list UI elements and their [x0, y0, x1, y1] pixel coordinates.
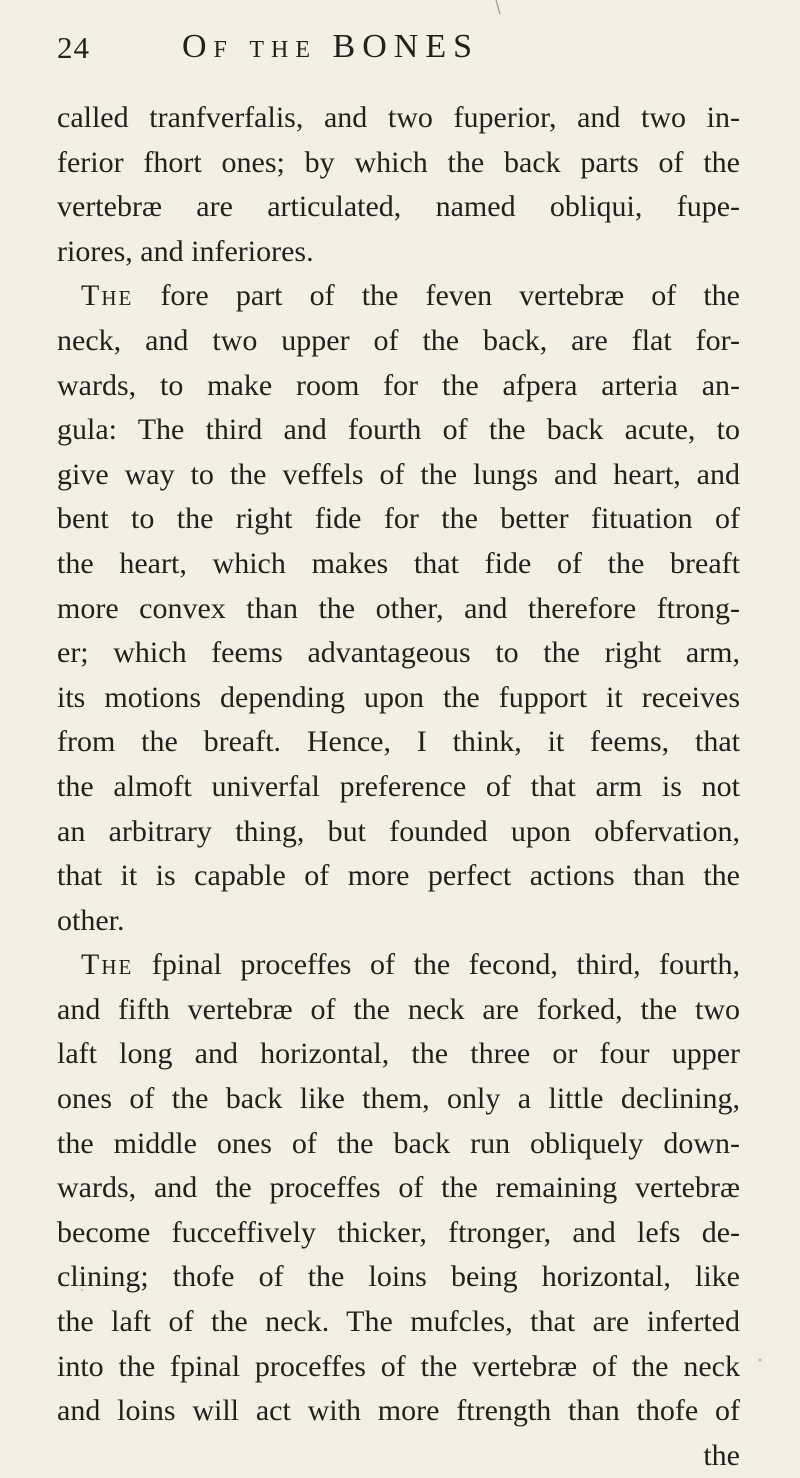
text-line: other. — [57, 903, 125, 937]
running-title: Of the BONES — [182, 28, 480, 65]
text-line: neck, and two upper of the back, are flat for- — [57, 323, 740, 357]
text-line: into the fpinal proceffes of the vertebræ of the neck — [57, 1349, 740, 1383]
text-line: er; which feems advantageous to the right arm, — [57, 636, 740, 670]
text-line: give way to the veffels of the lungs and heart, and — [57, 457, 740, 491]
text-line: fpinal proceffes of the fecond, third, fourth, — [133, 948, 740, 982]
text-line: the middle ones of the back run obliquely down- — [57, 1126, 740, 1160]
text-line: more convex than the other, and therefore ftrong- — [57, 591, 740, 625]
text-line: riores, and inferiores. — [57, 234, 314, 268]
text-line: the heart, which makes that fide of the breaft — [57, 546, 740, 580]
text-line: and fifth vertebræ of the neck are forked, the two — [57, 992, 740, 1026]
text-line: the almoft univerfal preference of that arm is not — [57, 769, 740, 803]
text-line: wards, to make room for the afpera arteria an- — [57, 368, 740, 402]
text-line: an arbitrary thing, but founded upon obfervation, — [57, 814, 740, 848]
text-line: ferior fhort ones; by which the back parts of the — [57, 145, 740, 179]
body-text — [57, 96, 740, 1478]
paragraph-lead-word: The — [81, 279, 134, 313]
text-line: fore part of the feven vertebræ of the — [133, 279, 740, 313]
text-line: its motions depending upon the fupport it receives — [57, 680, 740, 714]
text-line: become fucceffively thicker, ftronger, and lefs de- — [57, 1215, 740, 1249]
text-line: vertebræ are articulated, named obliqui, fupe- — [57, 190, 740, 224]
page-number: 24 — [57, 30, 90, 65]
text-line: the laft of the neck. The mufcles, that are inferted — [57, 1305, 740, 1339]
paragraph-first-line — [57, 943, 740, 988]
text-line: laft long and horizontal, the three or four upper — [57, 1037, 740, 1071]
text-line: bent to the right fide for the better fituation of — [57, 502, 740, 536]
text-line: called tranfverfalis, and two fuperior, and two in- — [57, 101, 740, 134]
page-header — [57, 28, 740, 84]
text-line: and loins will act with more ftrength than thofe of — [57, 1394, 740, 1428]
catchword: the — [703, 1438, 740, 1472]
paragraph-first-line — [57, 274, 740, 319]
text-line: ones of the back like them, only a little declining, — [57, 1082, 740, 1116]
text-line: that it is capable of more perfect actions than the — [57, 859, 740, 893]
paragraph-lead-word: The — [81, 948, 134, 982]
text-line: wards, and the proceffes of the remaining vertebræ — [57, 1171, 740, 1205]
text-line: from the breaft. Hence, I think, it feems, that — [57, 725, 740, 759]
text-line: clining; thofe of the loins being horizontal, like — [57, 1260, 740, 1294]
text-line: gula: The third and fourth of the back acute, to — [57, 413, 740, 447]
